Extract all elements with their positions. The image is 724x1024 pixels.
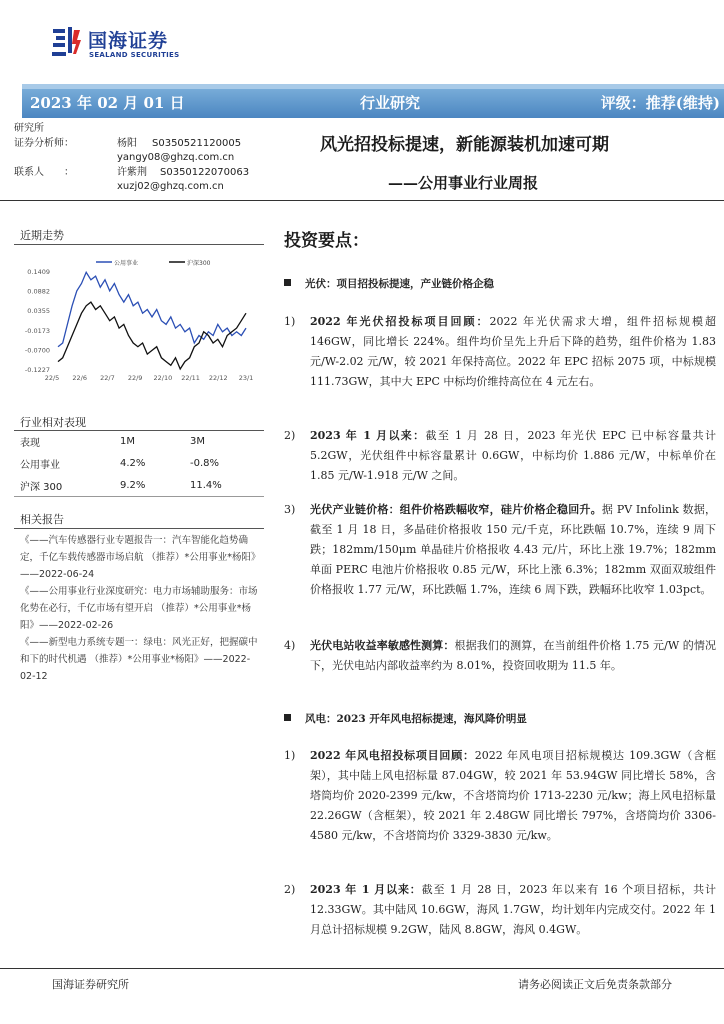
- analyst-name-1: 杨阳: [117, 138, 137, 149]
- pv-section-heading: 光伏：项目招投标提速，产业链价格企稳: [284, 276, 494, 291]
- wind-item-2: 2) 2023 年 1 月以来：截至 1 月 28 日，2023 年以来有 16 个项目招标，共计 12.33GW。其中陆风 10.6GW，海风 1.7GW，均计划年内完成交付。2022 年 1 月总计招标规模 9.2GW，陆风 8.8GW，海风 0.4GW。: [284, 883, 716, 936]
- footer-divider: [0, 968, 724, 969]
- wind-section-heading: 风电：2023 开年风电招标提速，海风降价明显: [284, 711, 527, 726]
- series-line-utilities: [58, 272, 246, 346]
- header-banner: [22, 84, 724, 118]
- key-points-title: 投资要点：: [284, 231, 369, 251]
- y-tick-label: -0.0700: [24, 346, 50, 355]
- x-tick-label: 22/7: [100, 374, 115, 382]
- wind-item-1: 1) 2022 年风电招投标项目回顾：2022 年风电项目招标规模达 109.3GW（含框架），其中陆上风电招标量 87.04GW，较 2021 年 53.94GW 同比增长 58%，含塔筒均价 2020-2399 元/kw，不含塔筒均价 1713-2230 元/kw；海上风电招标量 22.26GW（含框架），较 2021 年 2.48GW 同比增长 797%，含塔筒均价 3306-4580 元/kw，不含塔筒均价 3329-3830 元/kw。: [284, 749, 716, 842]
- analyst-cert-1: S0350521120005: [152, 138, 242, 149]
- report-rating: 评级：推荐(维持): [600, 94, 720, 112]
- report-category: 行业研究: [360, 94, 421, 112]
- x-tick-label: 22/6: [72, 374, 88, 382]
- sealand-logo-icon: [52, 26, 82, 58]
- table-row: [20, 474, 260, 496]
- performance-heading: 行业相对表现: [20, 416, 86, 429]
- related-reports-list: [20, 532, 264, 685]
- pv-item-4: 4) 光伏电站收益率敏感性测算：根据我们的测算，在当前组件价格 1.75 元/W 的情况下，光伏电站内部收益率约为 8.01%，投资回收期为 11.5 年。: [284, 639, 716, 672]
- x-tick-label: 22/11: [181, 374, 200, 382]
- y-tick-label: 0.0882: [27, 287, 50, 296]
- analyst-institute: 研究所: [14, 123, 44, 134]
- x-tick-label: 22/10: [153, 374, 173, 382]
- table-cell: 公用事业: [20, 459, 60, 471]
- analyst-cert-2: S0350122070063: [160, 167, 250, 178]
- logo-english-name: SEALAND SECURITIES: [89, 51, 180, 59]
- related-report-item[interactable]: 《——汽车传感器行业专题报告一：汽车智能化趋势确定，千亿车载传感器市场启航 （推荐）*公用事业*杨阳》——2022-06-24: [20, 535, 261, 580]
- x-tick-label: 22/12: [208, 374, 228, 382]
- footer-disclaimer: 请务必阅读正文后免责条款部分: [518, 978, 672, 991]
- report-date: 2023 年 02 月 01 日: [30, 94, 185, 112]
- y-tick-label: 0.0355: [27, 307, 50, 316]
- x-tick-label: 23/1: [238, 374, 254, 382]
- trend-heading: 近期走势: [20, 229, 64, 242]
- analyst-role-1: 证券分析师：: [14, 138, 74, 149]
- analyst-name-2: 许紫荆: [117, 167, 147, 178]
- trend-chart: [14, 248, 264, 388]
- table-row: [20, 452, 260, 474]
- table-cell: 9.2%: [120, 479, 146, 491]
- performance-table: [20, 430, 260, 496]
- analyst-email-1: yangy08@ghzq.com.cn: [117, 152, 235, 163]
- pv-item-1: 1) 2022 年光伏招投标项目回顾：2022 年光伏需求大增，组件招标规模超 146GW，同比增长 224%。组件均价呈先上升后下降的趋势，组件价格为 1.83 元/W-2.02 元/W，较 2021 年保持高位。2022 年 EPC 招标 2075 项，中标规模 111.73GW，其中大 EPC 中标均价维持高位在 4 元左右。: [284, 315, 716, 388]
- table-header-cell: 1M: [120, 435, 135, 447]
- footer-institute: 国海证券研究所: [52, 978, 129, 991]
- table-cell: 4.2%: [120, 457, 146, 469]
- table-header-cell: 表现: [20, 437, 40, 449]
- table-cell: 11.4%: [190, 479, 222, 491]
- pv-item-2: 2) 2023 年 1 月以来：截至 1 月 28 日，2023 年光伏 EPC 已中标容量共计 5.2GW，光伏组件中标容量累计 0.6GW，中标均价 1.886 元/W，中标单价在 1.85 元/W-1.918 元/W 之间。: [284, 429, 716, 482]
- report-subtitle: ——公用事业行业周报: [388, 174, 539, 192]
- y-tick-label: -0.0173: [24, 326, 50, 335]
- analyst-email-2: xuzj02@ghzq.com.cn: [117, 181, 224, 192]
- table-cell: -0.8%: [190, 457, 220, 469]
- related-report-item[interactable]: 《——新型电力系统专题一：绿电：风光正好，把握碳中和下的时代机遇 （推荐）*公用事业*杨阳》——2022-02-12: [20, 637, 258, 682]
- related-heading: 相关报告: [20, 513, 64, 526]
- pv-item-3: 3) 光伏产业链价格：组件价格跌幅收窄，硅片价格企稳回升。据 PV Infolink 数据，截至 1 月 18 日，多晶硅价格报收 150 元/千克，环比跌幅 10.7%，连续 9 周下跌；182mm/150μm 单晶硅片价格报收 4.43 元/片，环比上涨 19.7%；182mm 单面 PERC 电池片价格报收 0.85 元/W，环比上涨 6.3%；182mm 双面双玻组件价格报收 1.77 元/W，环比跌幅 1.7%，连续 6 周下跌，跌幅环比收窄 1.03pct。: [284, 503, 716, 596]
- related-report-item[interactable]: 《——公用事业行业深度研究：电力市场辅助服务：市场化势在必行，千亿市场有望开启 （推荐）*公用事业*杨阳》——2022-02-26: [20, 586, 258, 631]
- table-header-cell: 3M: [190, 435, 205, 447]
- table-header-row: [20, 430, 260, 452]
- table-cell: 沪深 300: [20, 481, 63, 493]
- y-tick-label: -0.1227: [24, 366, 50, 374]
- x-tick-label: 22/5: [44, 374, 60, 382]
- legend-label-utilities: 公用事业: [114, 260, 139, 267]
- y-tick-label: 0.1409: [27, 268, 50, 276]
- legend-label-csi300: 沪深300: [187, 260, 211, 267]
- logo-chinese-name: 国海证券: [88, 30, 169, 52]
- header-divider: [0, 200, 724, 201]
- report-title: 风光招投标提速，新能源装机加速可期: [320, 135, 609, 155]
- series-line-csi300: [58, 302, 246, 369]
- analyst-role-2: 联系人 ：: [14, 167, 74, 178]
- x-tick-label: 22/9: [127, 374, 143, 382]
